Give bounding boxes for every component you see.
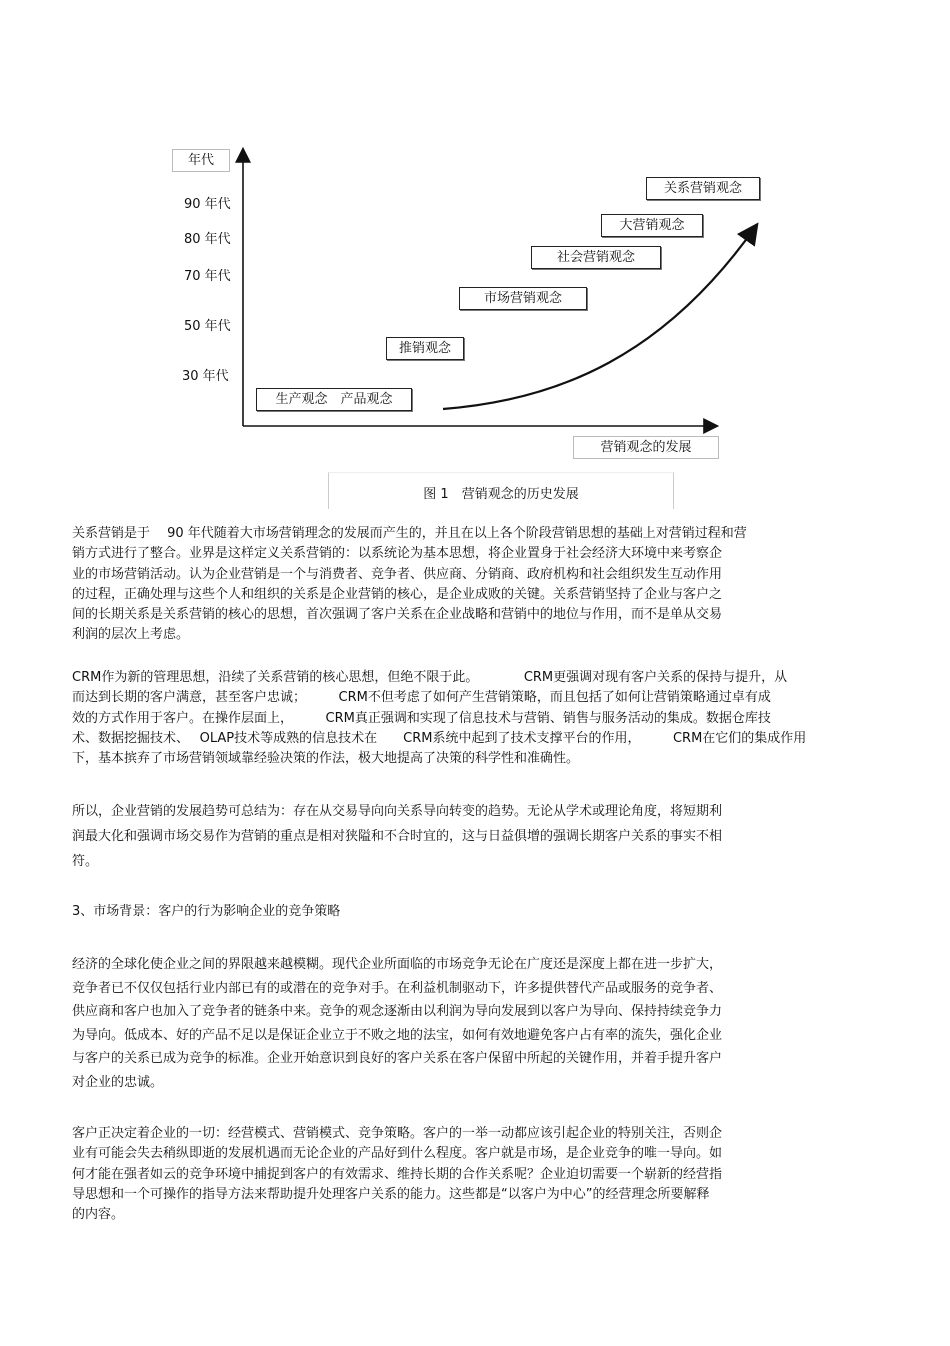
text-line: 供应商和客户也加入了竞争者的链条中来。竞争的观念逐渐由以利润为导向发展到以客户为导向、保持持续竞争力 (72, 1004, 723, 1019)
text-line: 符。 (72, 854, 99, 869)
text-line: 下，基本摈弃了市场营销领域靠经验决策的作法，极大地提高了决策的科学性和准确性。 (72, 751, 580, 767)
stage-relationship-marketing: 关系营销观念 (646, 177, 760, 200)
figure-caption: 图 1 营销观念的历史发展 (423, 487, 579, 502)
paragraph-competition (72, 953, 722, 1094)
paragraph-crm (72, 668, 806, 769)
text-line: CRM作为新的管理思想，沿续了关系营销的核心思想，但绝不限于此。 CRM更强调对现有客户关系的保持与提升，从 (72, 670, 788, 685)
y-tick-30s: 30 年代 (182, 369, 229, 384)
stage-social-marketing: 社会营销观念 (531, 246, 661, 269)
figure-caption-frame (328, 472, 674, 509)
text-line: 销方式进行了整合。业界是这样定义关系营销的：以系统论为基本思想，将企业置身于社会经济大环境中来考察企 (72, 546, 723, 562)
text-line: 导思想和一个可操作的指导方法来帮助提升处理客户关系的能力。这些都是“以客户为中心”的经营理念所要解释 (72, 1186, 710, 1202)
paragraph-relationship-marketing (72, 524, 747, 646)
text-line: 利润的层次上考虑。 (72, 627, 190, 643)
text-line: 润最大化和强调市场交易作为营销的重点是相对狭隘和不合时宜的，这与日益俱增的强调长期客户关系的事实不相 (72, 829, 723, 844)
text-line: 为导向。低成本、好的产品不足以是保证企业立于不败之地的法宝，如何有效地避免客户占有率的流失，强化企业 (72, 1027, 723, 1043)
text-line: 业有可能会失去稍纵即逝的发展机遇而无论企业的产品好到什么程度。客户就是市场，是企业竞争的唯一导向。如 (72, 1146, 723, 1162)
text-line: 间的长期关系是关系营销的核心的思想，首次强调了客户关系在企业战略和营销中的地位与作用，而不是单从交易 (72, 607, 723, 623)
stage-marketing: 市场营销观念 (459, 287, 587, 310)
stage-selling: 推销观念 (386, 337, 464, 360)
text-line: 的过程，正确处理与这些个人和组织的关系是企业营销的核心，是企业成败的关键。关系营销坚持了企业与客户之 (72, 586, 723, 602)
stage-production-product: 生产观念 产品观念 (256, 388, 412, 411)
text-line: 关系营销是于 90 年代随着大市场营销理念的发展而产生的，并且在以上各个阶段营销思想的基础上对营销过程和营 (72, 526, 747, 541)
stage-mega-marketing: 大营销观念 (601, 214, 703, 237)
figure-axes (0, 0, 950, 520)
text-line: 的内容。 (72, 1207, 125, 1223)
marketing-concept-figure (0, 0, 950, 520)
text-line: 与客户的关系已成为竞争的标准。企业开始意识到良好的客户关系在客户保留中所起的关键作用，并着手提升客户 (72, 1051, 723, 1066)
y-tick-70s: 70 年代 (184, 269, 231, 284)
text-line: 所以，企业营销的发展趋势可总结为：存在从交易导向向关系导向转变的趋势。无论从学术或理论角度，将短期利 (72, 804, 723, 819)
y-tick-50s: 50 年代 (184, 319, 231, 334)
text-line: 经济的全球化使企业之间的界限越来越模糊。现代企业所面临的市场竞争无论在广度还是深度上都在进一步扩大， (72, 957, 723, 972)
y-axis-title: 年代 (172, 149, 230, 172)
section-heading-market-background (72, 902, 340, 922)
text-line: 术、数据挖掘技术、 OLAP技术等成熟的信息技术在 CRM系统中起到了技术支撑平台的作用， CRM在它们的集成作用 (72, 730, 807, 746)
text-line: 对企业的忠诚。 (72, 1074, 164, 1090)
text-line: 客户正决定着企业的一切：经营模式、营销模式、竞争策略。客户的一举一动都应该引起企业的特别关注，否则企 (72, 1126, 723, 1141)
text-line: 效的方式作用于客户。在操作层面上， CRM真正强调和实现了信息技术与营销、销售与服务活动的集成。数据仓库技 (72, 710, 771, 726)
paragraph-customer (72, 1124, 722, 1225)
x-axis-title: 营销观念的发展 (573, 436, 719, 459)
section-heading: 3、市场背景：客户的行为影响企业的竞争策略 (72, 904, 341, 919)
text-line: 业的市场营销活动。认为企业营销是一个与消费者、竞争者、供应商、分销商、政府机构和社会组织发生互动作用 (72, 566, 723, 582)
y-tick-80s: 80 年代 (184, 232, 231, 247)
paragraph-trend (72, 799, 722, 874)
text-line: 而达到长期的客户满意，甚至客户忠诚； CRM不但考虑了如何产生营销策略，而且包括了如何让营销策略通过卓有成 (72, 690, 771, 706)
text-line: 竞争者已不仅仅包括行业内部已有的或潜在的竞争对手。在利益机制驱动下，许多提供替代产品或服务的竞争者、 (72, 980, 723, 996)
text-line: 何才能在强者如云的竞争环境中捕捉到客户的有效需求、维持长期的合作关系呢？企业迫切需要一个崭新的经营指 (72, 1166, 723, 1182)
y-tick-90s: 90 年代 (184, 197, 231, 212)
